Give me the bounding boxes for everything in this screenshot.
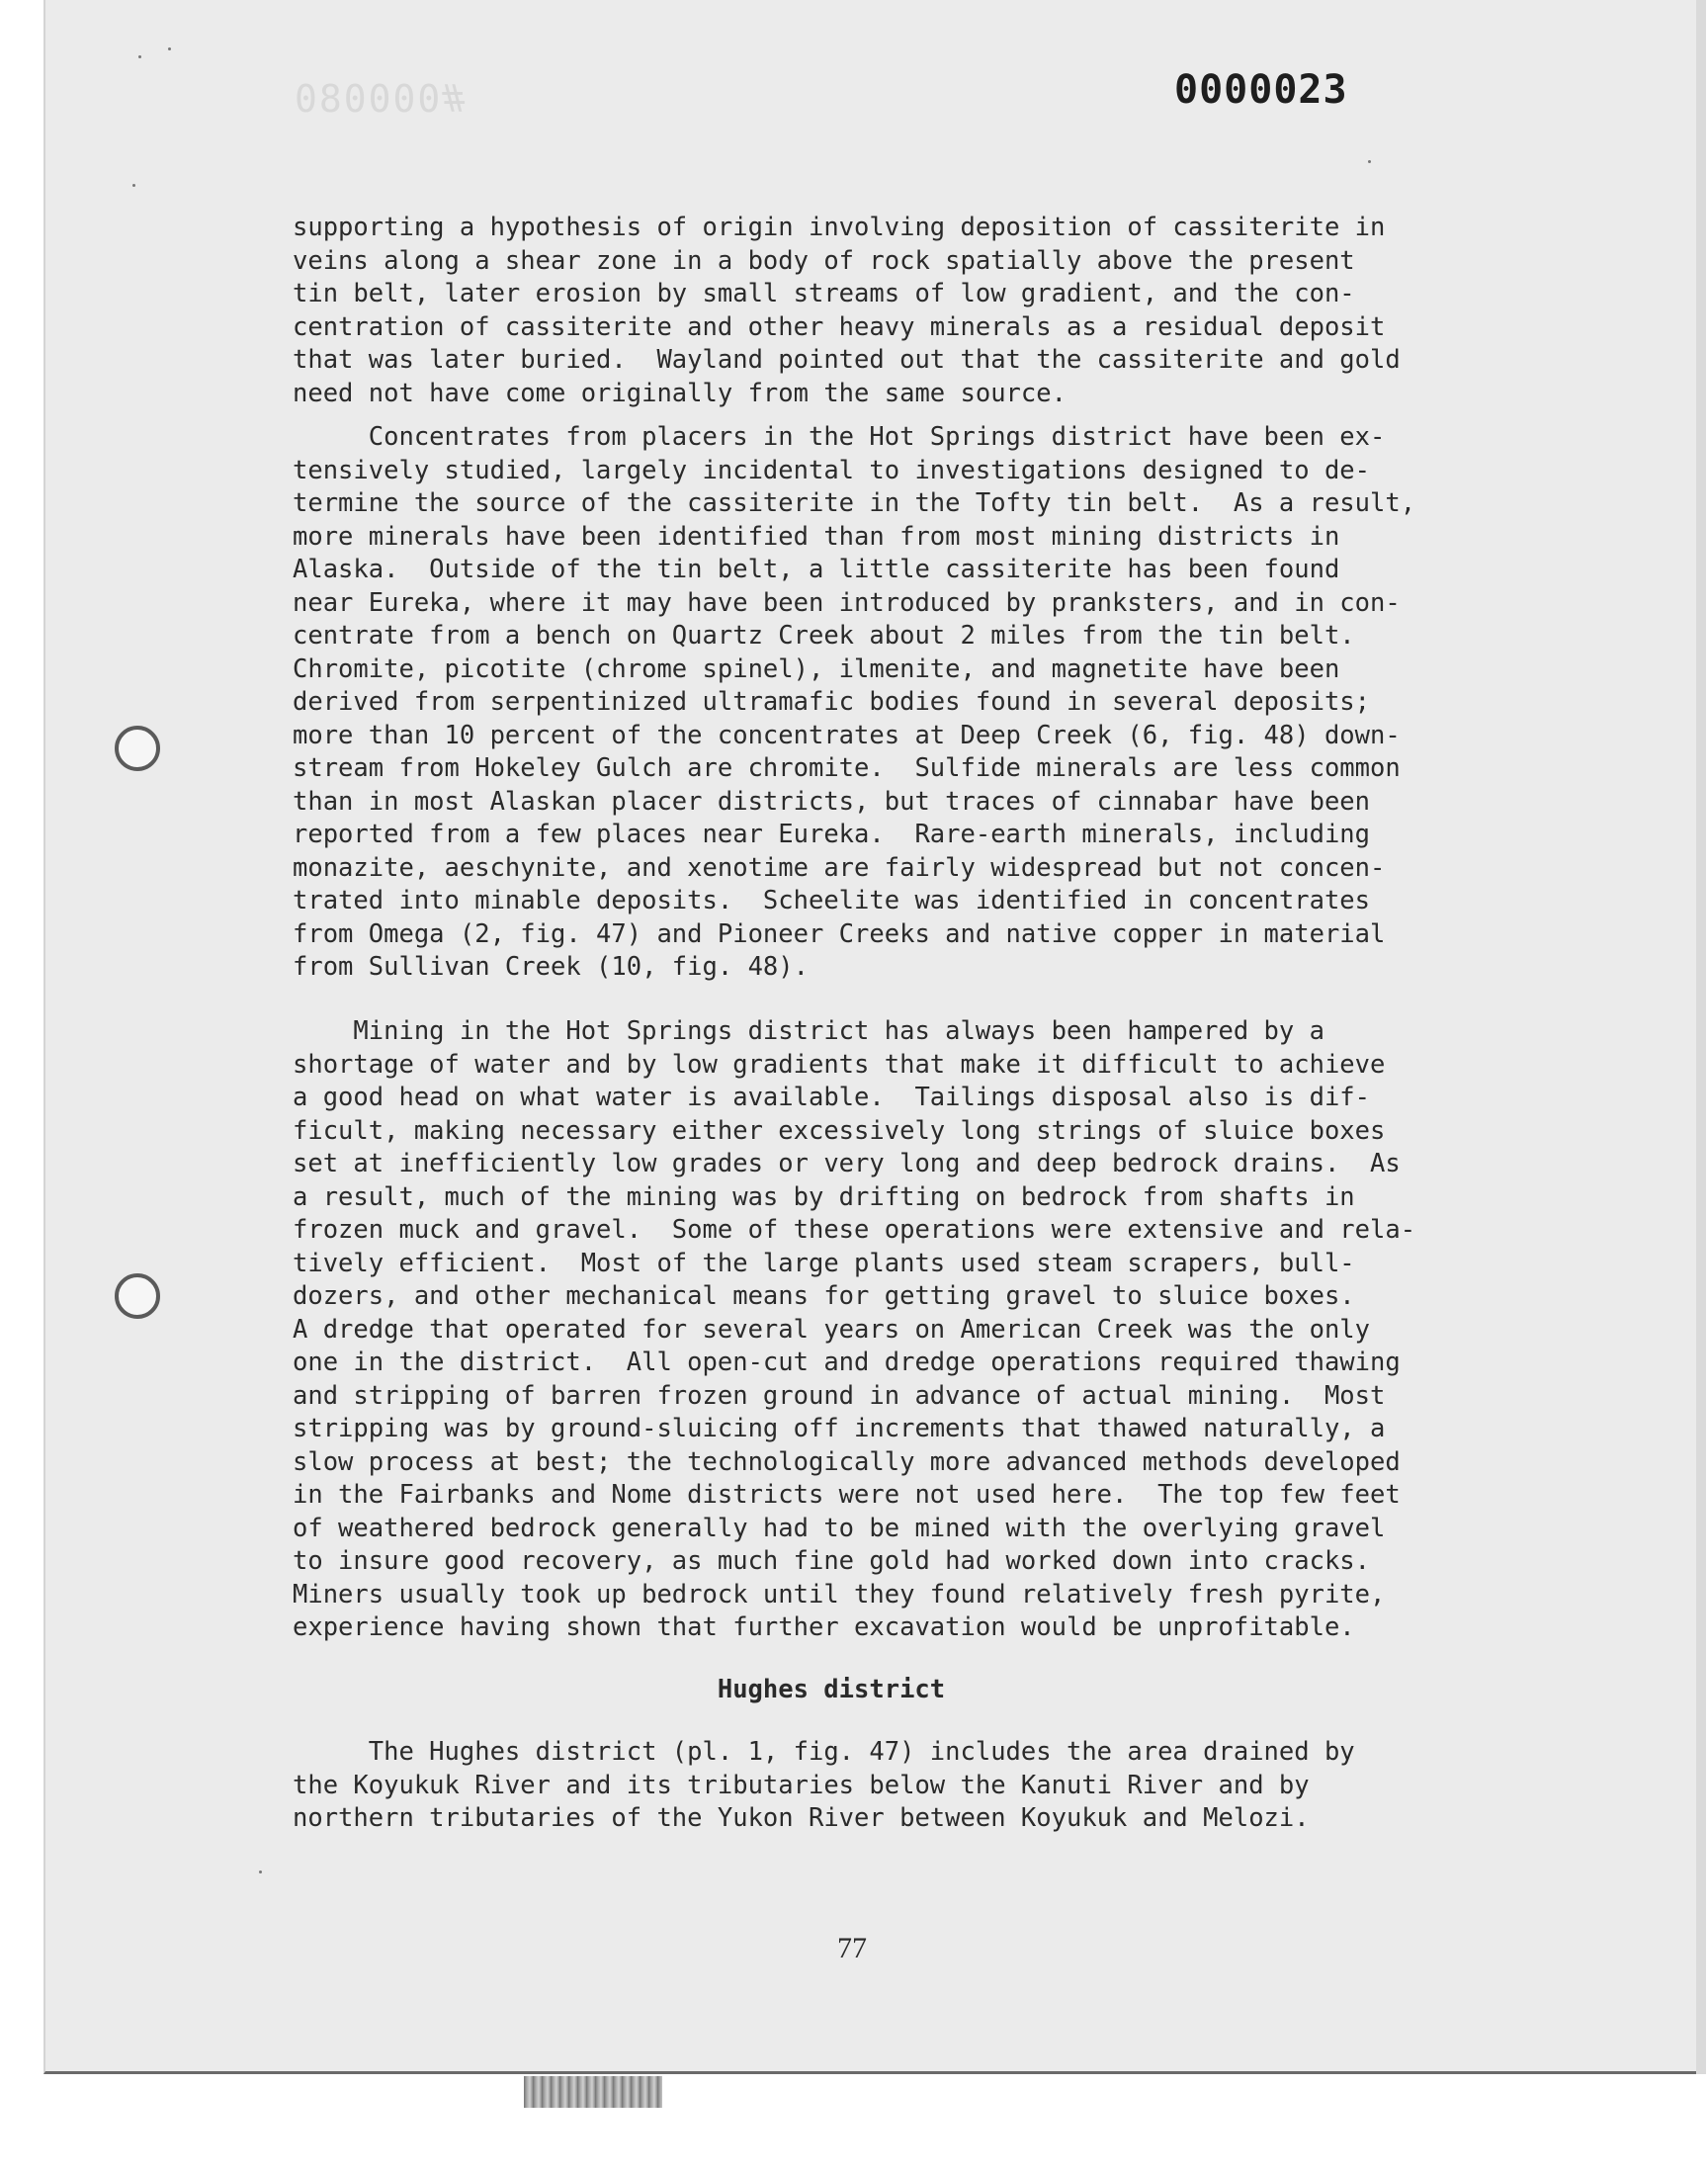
paragraph-cassiterite-origin: supporting a hypothesis of origin involving deposition of cassiterite in veins along a shear zone in a body of rock spatially above the present tin belt, later erosion by small streams of low gradient, and the con- centration of cassiterite and other heavy minerals as a residual deposit that was later buried. Wayland pointed out that the cassiterite and gold need not have come originally from the same source. [293, 213, 1401, 408]
page-number: 77 [837, 1932, 867, 1964]
punch-hole-icon [115, 726, 160, 771]
dust-speck [132, 184, 135, 187]
section-heading: Hughes district [717, 1675, 946, 1704]
dust-speck [1368, 160, 1371, 163]
dust-speck [138, 55, 141, 58]
paragraph-hughes-district: The Hughes district (pl. 1, fig. 47) includes the area drained by the Koyukuk River and its tributaries below the Kanuti River and by northern tributaries of the Yukon River between Koyukuk and Melozi. [293, 1737, 1355, 1833]
dust-speck [259, 1870, 262, 1873]
punch-hole-icon [115, 1273, 160, 1319]
paragraph-mining-hampered: Mining in the Hot Springs district has always been hampered by a shortage of water and by low gradients that make it difficult to achieve a good head on what water is available. Tailings disposal also is dif- ficult, making necessary either excessively long strings of sluice boxes set at inefficiently low grades or very long and deep bedrock drains. As a result, much of the mining was by drifting on bedrock from shafts in frozen muck and gravel. Some of these operations were extensive and rela- tively efficient. Most of the large plants used steam scrapers, bull- dozers, and other mechanical means for getting gravel to sluice boxes. A dredge that operated for several years on American Creek was the only one in the district. All open-cut and dredge operations required thawing and stripping of barren frozen ground in advance of actual mining. Most stripping was by ground-sluicing off increments that thawed naturally, a slow process at best; the technologically more advanced methods developed in the Fairbanks and Nome districts were not used here. The top few feet of weathered bedrock generally had to be mined with the overlying gravel to insure good recovery, as much fine gold had worked down into cracks. Miners usually took up bedrock until they found relatively fresh pyrite, experience having shown that further excavation would be unprofitable. [293, 1016, 1416, 1642]
document-control-number: 0000023 [1174, 67, 1348, 113]
bleed-through-number: #000080 [293, 77, 466, 121]
scanner-artifact-strip [524, 2076, 662, 2108]
sheet-edge-shadow [1696, 0, 1706, 2074]
paragraph-concentrates: Concentrates from placers in the Hot Springs district have been ex- tensively studied, largely incidental to investigations designed to de- termine the source of the cassiterite in the Tofty tin belt. As a result, more minerals have been identified than from most mining districts in Alaska. Outside of the tin belt, a little cassiterite has been found near Eureka, where it may have been introduced by pranksters, and in con- centrate from a bench on Quartz Creek about 2 miles from the tin belt. Chromite, picotite (chrome spinel), ilmenite, and magnetite have been derived from serpentinized ultramafic bodies found in several deposits; more than 10 percent of the concentrates at Deep Creek (6, fig. 48) down- stream from Hokeley Gulch are chromite. Sulfide minerals are less common than in most Alaskan placer districts, but traces of cinnabar have been reported from a few places near Eureka. Rare-earth minerals, including monazite, aeschynite, and xenotime are fairly widespread but not concen- trated into minable deposits. Scheelite was identified in concentrates from Omega (2, fig. 47) and Pioneer Creeks and native copper in material from Sullivan Creek (10, fig. 48). [293, 422, 1416, 982]
dust-speck [168, 47, 171, 50]
